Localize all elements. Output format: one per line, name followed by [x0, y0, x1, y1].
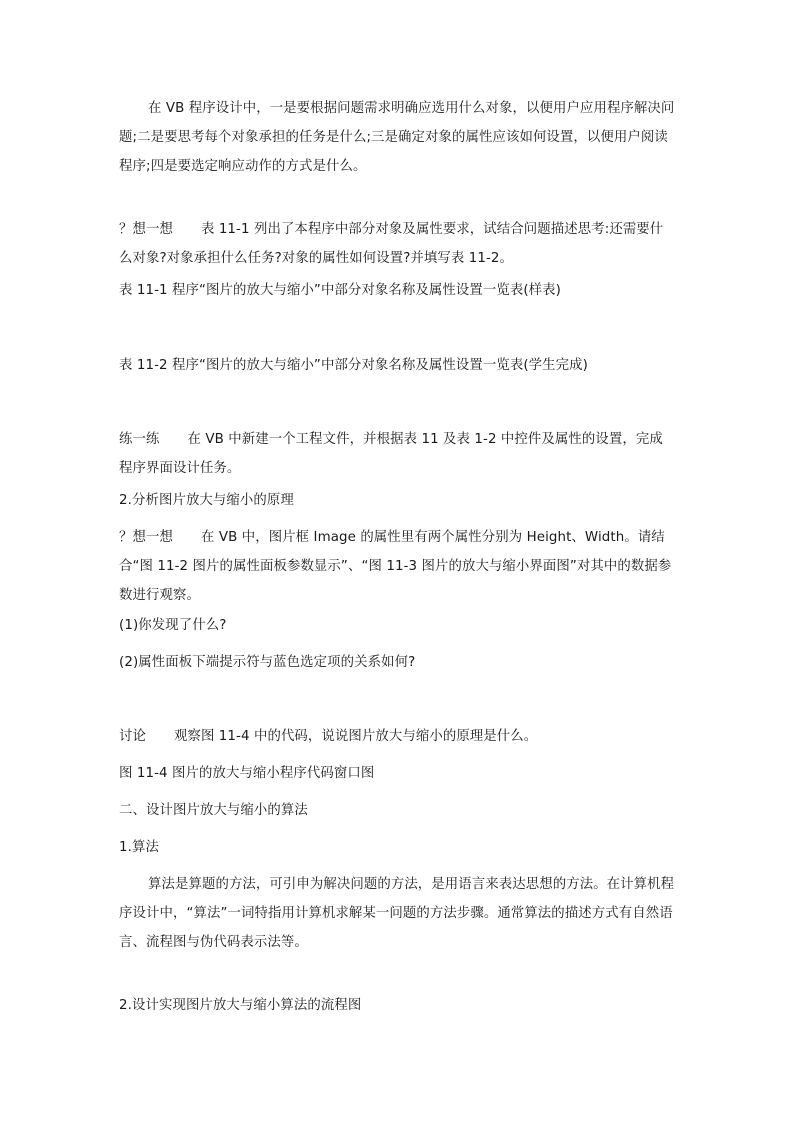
think-text-2: 在 VB 中，图片框 Image 的属性里有两个属性分别为 Height、Width。请结合“图 11-2 图片的属性面板参数显示”、“图 11-3 图片的放大与缩小界面图”对其中的数据参数进行观察。: [119, 530, 672, 603]
intro-paragraph: 在 VB 程序设计中，一是要根据问题需求明确应选用什么对象，以便用户应用程序解决问题;二是要思考每个对象承担的任务是什么;三是确定对象的属性应该如何设置，以便用户阅读程序;四是要选定响应动作的方式是什么。: [119, 101, 675, 174]
discuss-label: 讨论: [119, 729, 146, 744]
table-11-1-caption: 表 11-1 程序“图片的放大与缩小”中部分对象名称及属性设置一览表(样表): [119, 283, 561, 298]
think-paragraph-2: [119, 523, 675, 610]
practice-paragraph: [119, 425, 675, 483]
flowchart-heading: 2.设计实现图片放大与缩小算法的流程图: [119, 998, 362, 1013]
practice-label: 练一练: [119, 432, 160, 447]
question-2: (2)属性面板下端提示符与蓝色选定项的关系如何?: [119, 655, 416, 670]
question-1: (1)你发现了什么?: [119, 618, 227, 633]
section-2-heading: 2.分析图片放大与缩小的原理: [119, 493, 294, 508]
table-11-2-caption: 表 11-2 程序“图片的放大与缩小”中部分对象名称及属性设置一览表(学生完成): [119, 358, 588, 373]
algorithm-paragraph: 算法是算题的方法，可引申为解决问题的方法，是用语言来表达思想的方法。在计算机程序设计中，“算法”一词特指用计算机求解某一问题的方法步骤。通常算法的描述方式有自然语言、流程图与伪代码表示法等。: [119, 877, 675, 950]
algorithm-heading: 1.算法: [119, 840, 159, 855]
figure-11-4-caption: 图 11-4 图片的放大与缩小程序代码窗口图: [119, 766, 375, 781]
think-label-1: ？想一想: [119, 222, 173, 237]
think-text-1: 表 11-1 列出了本程序中部分对象及属性要求，试结合问题描述思考:还需要什么对象?对象承担什么任务?对象的属性如何设置?并填写表 11-2。: [119, 222, 664, 266]
discuss-text: 观察图 11-4 中的代码，说说图片放大与缩小的原理是什么。: [173, 729, 538, 744]
think-label-2: ？想一想: [119, 530, 173, 545]
part-2-heading: 二、设计图片放大与缩小的算法: [119, 803, 308, 818]
discuss-paragraph: [119, 722, 675, 751]
practice-text: 在 VB 中新建一个工程文件，并根据表 11 及表 1-2 中控件及属性的设置，完成程序界面设计任务。: [119, 432, 663, 476]
think-paragraph-1: [119, 215, 675, 273]
